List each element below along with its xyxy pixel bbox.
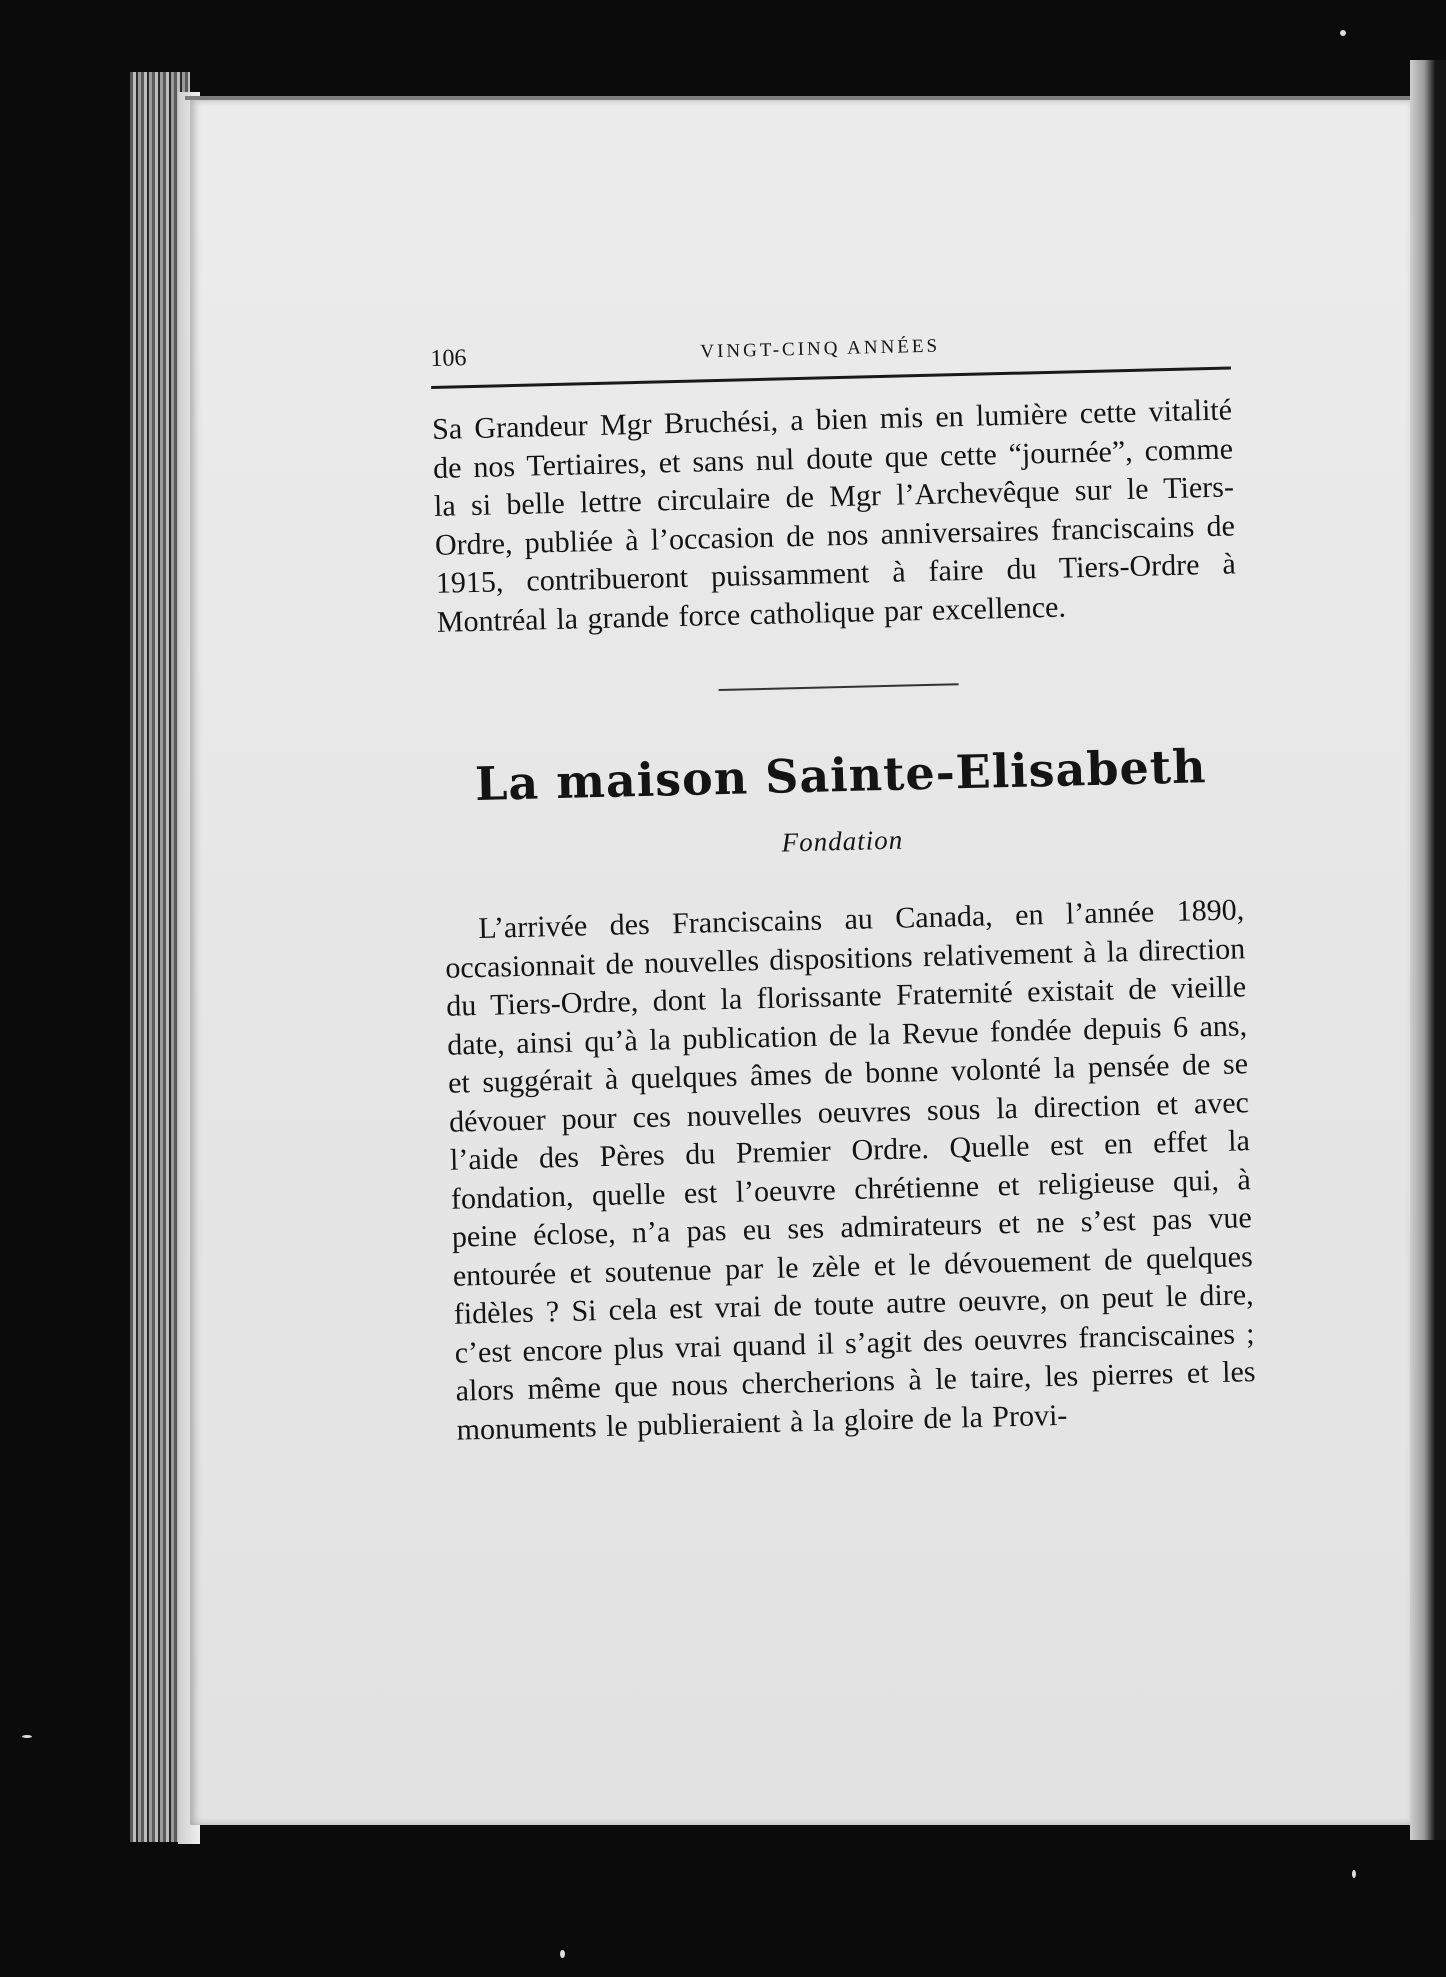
page-number: 106 — [430, 345, 467, 372]
book-right-edge — [1410, 60, 1446, 1840]
page-content — [430, 320, 1257, 1449]
section-separator — [719, 683, 959, 691]
scan-speck — [22, 1735, 32, 1738]
paragraph-1: Sa Grandeur Mgr Bruchési, a bien mis en lumière cette vitalité de nos Tertiaires, et sans nul doute que cette “journée”, comme la si belle lettre circulaire de Mgr l’Archevêque sur le Tiers-Ordre, publiée à l’occasion de nos anniversaires franciscains de 1915, contribueront puissamment à faire du Tiers-Ordre à Montréal la grande force catholique par excellence. — [431, 393, 1237, 639]
section-subtitle: Fondation — [781, 824, 904, 858]
paragraph-2: L’arrivée des Franciscains au Canada, en l’année 1890, occasionnait de nouvelles dispositions relativement à la direction du Tiers-Ordre, dont la florissante Fraternité existait de vieille date, ainsi qu’à la publication de la Revue fondée depuis 6 ans, et suggérait à quelques âmes de bonne volonté la pensée de se dévouer pour ces nouvelles oeuvres sous la direction et avec l’aide des Pères du Premier Ordre. Quelle est en effet la fondation, quelle est l’oeuvre chrétienne et religieuse qui, à peine éclose, n’a pas eu ses admirateurs et ne s’est pas vue entourée et soutenue par le zèle et le dévouement de quelques fidèles ? Si cela est vrai de toute autre oeuvre, on peut le dire, c’est encore plus vrai quand il s’agit des oeuvres franciscaines ; alors même que nous chercherions à le taire, les pierres et les monuments le publieraient à la gloire de la Provi- — [444, 893, 1256, 1447]
running-title: VINGT-CINQ ANNÉES — [700, 335, 941, 363]
scan-speck — [1340, 30, 1346, 36]
section-title: La maison Sainte-Elisabeth — [474, 739, 1208, 812]
scan-speck — [560, 1950, 565, 1958]
scan-speck — [1352, 1870, 1356, 1878]
